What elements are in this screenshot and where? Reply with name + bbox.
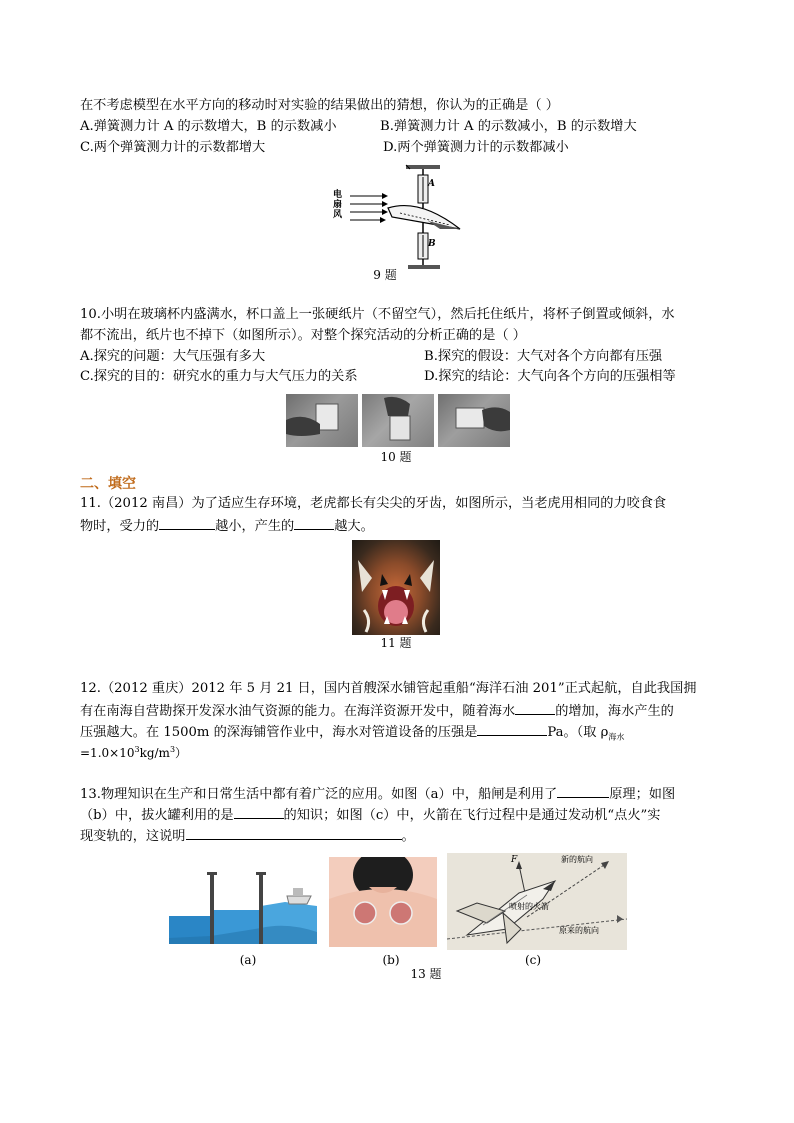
q12-text: 有在南海自营勘探开发深水油气资源的能力。在海洋资源开发中，随着海水 (80, 704, 516, 719)
q13-figure-b-cupping (329, 857, 437, 947)
q11-text: 越小，产生的 (215, 519, 295, 534)
q10-photo-3 (438, 394, 510, 447)
q13-figure-a-ship-lock (167, 866, 319, 946)
q12-line1: 12.（2012 重庆）2012 年 5 月 21 日，国内首艘深水铺管起重船“海洋石油 201”正式起航，自此我国拥 (80, 681, 697, 696)
q9-option-d: D.两个弹簧测力计的示数都减小 (383, 140, 569, 155)
q9-figure-wing-model (330, 163, 470, 271)
q10-option-a: A.探究的问题：大气压强有多大 (80, 349, 266, 364)
q13-label-a: (a) (239, 953, 257, 967)
q10-option-c: C.探究的目的：研究水的重力与大气压力的关系 (80, 369, 358, 384)
q12-line4 (80, 741, 187, 762)
q13-figure-c-spacecraft (447, 853, 627, 950)
q11-text: 物时，受力的 (80, 519, 160, 534)
q10-option-b: B.探究的假设：大气对各个方向都有压强 (424, 349, 663, 364)
wind-label-char: 扇 (333, 200, 343, 210)
q13-line1 (80, 784, 675, 804)
q11-blank-2[interactable] (294, 516, 334, 530)
q10-caption: 10 题 (380, 450, 412, 464)
q9-caption: 9 题 (373, 268, 397, 282)
q12-line2 (80, 701, 674, 721)
q13-label-c: (c) (524, 953, 542, 967)
q12-text: ） (175, 746, 188, 760)
q11-blank-1[interactable] (159, 516, 215, 530)
q11-line1: 11.（2012 南昌）为了适应生存环境，老虎都长有尖尖的牙齿，如图所示，当老虎用相同的力咬食食 (80, 496, 667, 511)
q10-line1: 10.小明在玻璃杯内盛满水，杯口盖上一张硬纸片（不留空气），然后托住纸片，将杯子倒置或倾斜，水 (80, 307, 675, 322)
wind-label (333, 190, 342, 220)
q10-photo-1 (286, 394, 358, 447)
q11-line2 (80, 516, 374, 536)
q9-stem: 在不考虑模型在水平方向的移动时对实验的结果做出的猜想，你认为的正确是（ ） (80, 98, 559, 113)
new-course-label: 新的航向 (561, 855, 593, 864)
q10-photo-2 (362, 394, 434, 447)
q12-exponent: 3 (134, 745, 140, 754)
q13-text: 的知识；如图（c）中，火箭在飞行过程中是通过发动机“点火”实 (283, 808, 661, 823)
wind-label-char: 风 (333, 210, 343, 220)
q9-option-b: B.弹簧测力计 A 的示数减小，B 的示数增大 (380, 119, 637, 134)
q13-line3 (80, 826, 415, 846)
wind-label-char: 电 (333, 190, 343, 200)
q13-blank-1[interactable] (557, 784, 609, 798)
q12-text: =1.0×10 (80, 746, 135, 760)
q12-exponent: 3 (169, 745, 176, 754)
q13-label-b: (b) (382, 953, 400, 967)
q13-blank-2[interactable] (234, 805, 284, 819)
q11-tiger-photo (352, 540, 440, 635)
old-course-label: 原来的航向 (559, 926, 599, 935)
q12-blank-2[interactable] (477, 722, 547, 736)
q12-text: 的增加，海水产生的 (555, 704, 674, 719)
q12-text: Pa。（取 ρ (547, 725, 609, 740)
q11-text: 越大。 (334, 519, 374, 534)
section-title-fill-in: 二、填空 (80, 476, 136, 492)
q13-blank-3[interactable] (186, 826, 402, 840)
q9-option-a: A.弹簧测力计 A 的示数增大，B 的示数减小 (80, 119, 337, 134)
rocket-fire-label: 喷射的火箭 (509, 902, 549, 911)
q13-text: 原理；如图 (609, 787, 676, 802)
spring-b-label: B (428, 239, 436, 249)
q13-caption: 13 题 (410, 967, 442, 981)
q12-text: kg/m (139, 746, 170, 760)
q13-text: 现变轨的，这说明 (80, 829, 186, 844)
force-label: F (511, 855, 518, 865)
spring-a-label: A (428, 179, 435, 189)
q9-option-c: C.两个弹簧测力计的示数都增大 (80, 140, 266, 155)
rho-subscript: 海水 (608, 732, 625, 742)
q13-line2 (80, 805, 660, 825)
q13-text: 13.物理知识在生产和日常生活中都有着广泛的应用。如图（a）中，船闸是利用了 (80, 787, 558, 802)
q13-text: 。 (401, 829, 415, 844)
q12-blank-1[interactable] (515, 701, 555, 715)
q12-text: 压强越大。在 1500m 的深海铺管作业中，海水对管道设备的压强是 (80, 725, 478, 740)
q10-option-d: D.探究的结论：大气向各个方向的压强相等 (424, 369, 676, 384)
q10-line2: 都不流出，纸片也不掉下（如图所示）。对整个探究活动的分析正确的是（ ） (80, 328, 526, 343)
q13-text: （b）中，拔火罐利用的是 (80, 808, 234, 823)
q11-caption: 11 题 (380, 636, 412, 650)
